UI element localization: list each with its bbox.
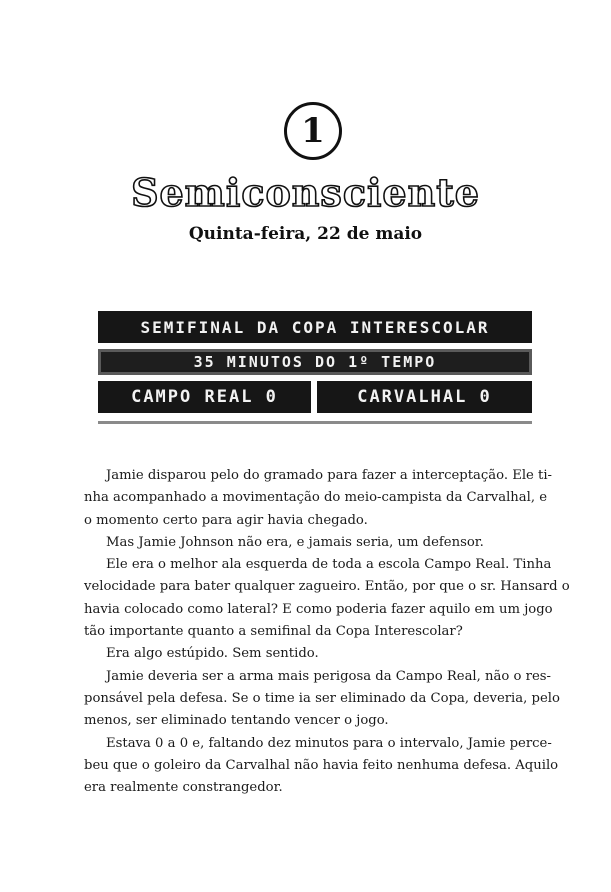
text-line: era realmente constrangedor. <box>84 780 283 796</box>
scoreboard-team-left: CAMPO REAL 0 <box>98 381 311 413</box>
text-line: Jamie disparou pelo do gramado para fazer a interceptação. Ele ti- <box>106 468 553 483</box>
text-line: nha acompanhado a movimentação do meio-campista da Carvalhal, e <box>84 490 548 506</box>
text-line: Era algo estúpido. Sem sentido. <box>106 646 319 662</box>
body-text <box>84 465 570 799</box>
text-line: beu que o goleiro da Carvalhal não havia feito nenhuma defesa. Aquilo <box>84 757 559 773</box>
chapter-number-badge <box>284 102 342 160</box>
text-line: velocidade para bater qualquer zagueiro. Então, por que o sr. Hansard o <box>84 579 570 595</box>
text-line: Mas Jamie Johnson não era, e jamais seria, um defensor. <box>106 534 484 550</box>
chapter-date: Quinta-feira, 22 de maio <box>188 224 423 244</box>
text-line: havia colocado como lateral? E como poderia fazer aquilo em um jogo <box>84 601 553 617</box>
chapter-title: Semiconsciente <box>131 170 480 215</box>
text-line: o momento certo para agir havia chegado. <box>84 512 368 528</box>
text-line: ponsável pela defesa. Se o time ia ser eliminado da Copa, deveria, pelo <box>84 690 560 706</box>
scoreboard-team-right: CARVALHAL 0 <box>317 381 532 413</box>
text-line: Jamie deveria ser a arma mais perigosa da Campo Real, não o res- <box>106 668 551 684</box>
scoreboard-underline <box>98 421 532 424</box>
text-line: menos, ser eliminado tentando vencer o jogo. <box>84 713 389 729</box>
scoreboard-title: SEMIFINAL DA COPA INTERESCOLAR <box>98 311 532 343</box>
chapter-number: 1 <box>301 111 325 151</box>
scoreboard-time: 35 MINUTOS DO 1º TEMPO <box>98 349 532 375</box>
text-line: Ele era o melhor ala esquerda de toda a escola Campo Real. Tinha <box>106 557 552 573</box>
text-line: tão importante quanto a semifinal da Copa Interescolar? <box>84 624 463 640</box>
text-line: Estava 0 a 0 e, faltando dez minutos para o intervalo, Jamie perce- <box>106 735 552 751</box>
